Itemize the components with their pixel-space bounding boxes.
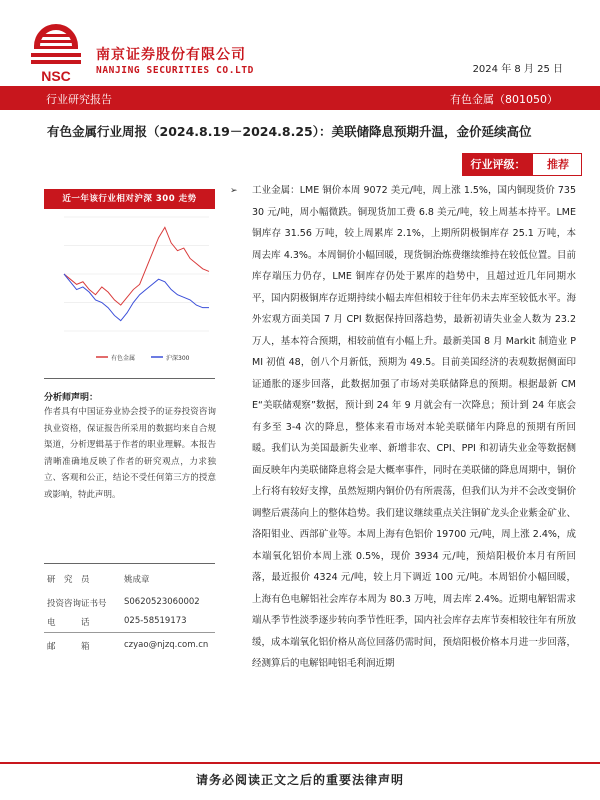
- email-label: 邮 箱: [47, 642, 90, 652]
- chart-series-0: [64, 227, 209, 305]
- chart-title: 近一年该行业相对沪深 300 走势: [44, 189, 215, 209]
- chart-series-1: [64, 274, 209, 321]
- researcher-label: 研 究 员: [47, 575, 90, 585]
- rating-label: 行业评级：: [463, 154, 533, 175]
- company-name-cn: 南京证券股份有限公司: [96, 47, 246, 63]
- rating-box: [462, 153, 582, 176]
- rating-value: 推荐: [547, 158, 569, 171]
- footer-divider: [0, 762, 600, 764]
- legend-label: 有色金属: [111, 355, 136, 362]
- legend-label: 沪深300: [166, 355, 190, 362]
- phone-number: 025-58519173: [124, 616, 187, 626]
- analyst-statement: 作者具有中国证券业协会授予的证券投资咨询执业资格，保证报告所采用的数据均来自合规渠道，分析逻辑基于作者的职业理解。本报告清晰准确地反映了作者的研究观点，力求独立、客观和公正，结论不受任何第三方的授意或影响，特此声明。: [44, 407, 216, 500]
- cert-number: S0620523060002: [124, 597, 200, 607]
- divider: [44, 563, 215, 564]
- legal-notice: 请务必阅读正文之后的重要法律声明: [195, 773, 404, 787]
- sector-code: 有色金属（801050）: [450, 93, 558, 106]
- page-title: 有色金属行业周报（2024.8.19－2024.8.25）：美联储降息预期升温，金价延续高位: [47, 124, 532, 139]
- divider: [44, 378, 215, 379]
- report-type: 行业研究报告: [46, 93, 112, 106]
- analyst-heading: 分析师声明：: [44, 393, 99, 403]
- bullet-arrow-icon: ➢: [230, 186, 238, 196]
- divider: [44, 632, 215, 633]
- logo-text: NSC: [41, 68, 71, 84]
- chart-svg: [44, 209, 215, 369]
- cert-label: 投资咨询证书号: [47, 599, 107, 609]
- header-bar: [0, 86, 600, 110]
- phone-label: 电 话: [47, 618, 90, 628]
- nsc-logo: [25, 20, 87, 86]
- report-date: 2024 年 8 月 25 日: [472, 64, 563, 75]
- researcher-name: 姚成章: [124, 575, 150, 585]
- body-paragraph: 工业金属：LME 铜价本周 9072 美元/吨，周上涨 1.5%，国内铜现货价 73530 元/吨，周小幅微跌。铜现货加工费 6.8 美元/吨，较上周基本持平。LME 铜库存 31.56 万吨，较上周累库 2.1%，上期所阴极铜库存 25.1 万吨，本周去库 4.3%。本周铜价小幅回暖，现货铜治炼费继续维持在较低位置。目前库存端压力仍存，LME 铜库存仍处于累库的趋势中，且超过近几年同期水平，国内阴极铜库存近期持续小幅去库但相较于往年仍未去库至较低水平。海外宏观方面美国 7 月 CPI 数据保持回落趋势，最新初请失业金人数为 23.2 万人，基本符合预期，相较前值有小幅上升。最新美国 8 月 Markit 制造业 PMI 初值 48，创八个月新低，预期为 49.5。目前美国经济的表观数据侧面印证通胀的逐步回落，此数据加强了市场对美联储降息的预期。根据最新 CME“美联储观察”数据，预计到 24 年 9 月就会有一次降息；预计到 24 年底会有多至 3-4 次的降息，整体来看市场对本轮美联储年内降息的预期有所回暖。我们认为美国最新失业率、新增非农、CPI、PPI 和初请失业金等数据侧面反映年内美联储降息将会是大概率事件，同时在美联储的降息周期中，铜价上行将有较好支撑，虽然短期内铜价仍有所震荡，但我们认为并不会改变铜价调整后震荡向上的整体趋势。我们建议继续重点关注铜矿龙头企业紫金矿业、洛阳钼业、西部矿业等。本周上海有色铝价 19700 元/吨，周上涨 2.4%，成本端氧化铝价本周上涨 0.5%，现价 3934 元/吨，预焙阳极价本月有所回落，最近报价 4324 元/吨，较上月下调近 100 元/吨。本周铝价小幅回暖，上海有色电解铝社会库存本周为 80.3 万吨，周去库 2.4%。近期电解铝需求端从季节性淡季逐步转向季节性旺季，国内社会库存去库节奏相较往年有所放缓，成本端氧化铝价格从高位回落仍需时间，预焙阳极价格本月进一步回落，经测算后的电解铝吨铝毛利润近期: [252, 185, 576, 669]
- relative-performance-chart: [44, 209, 215, 369]
- company-name-en: NANJING SECURITIES CO.LTD: [96, 65, 254, 76]
- email-link[interactable]: czyao@njzq.com.cn: [124, 640, 209, 650]
